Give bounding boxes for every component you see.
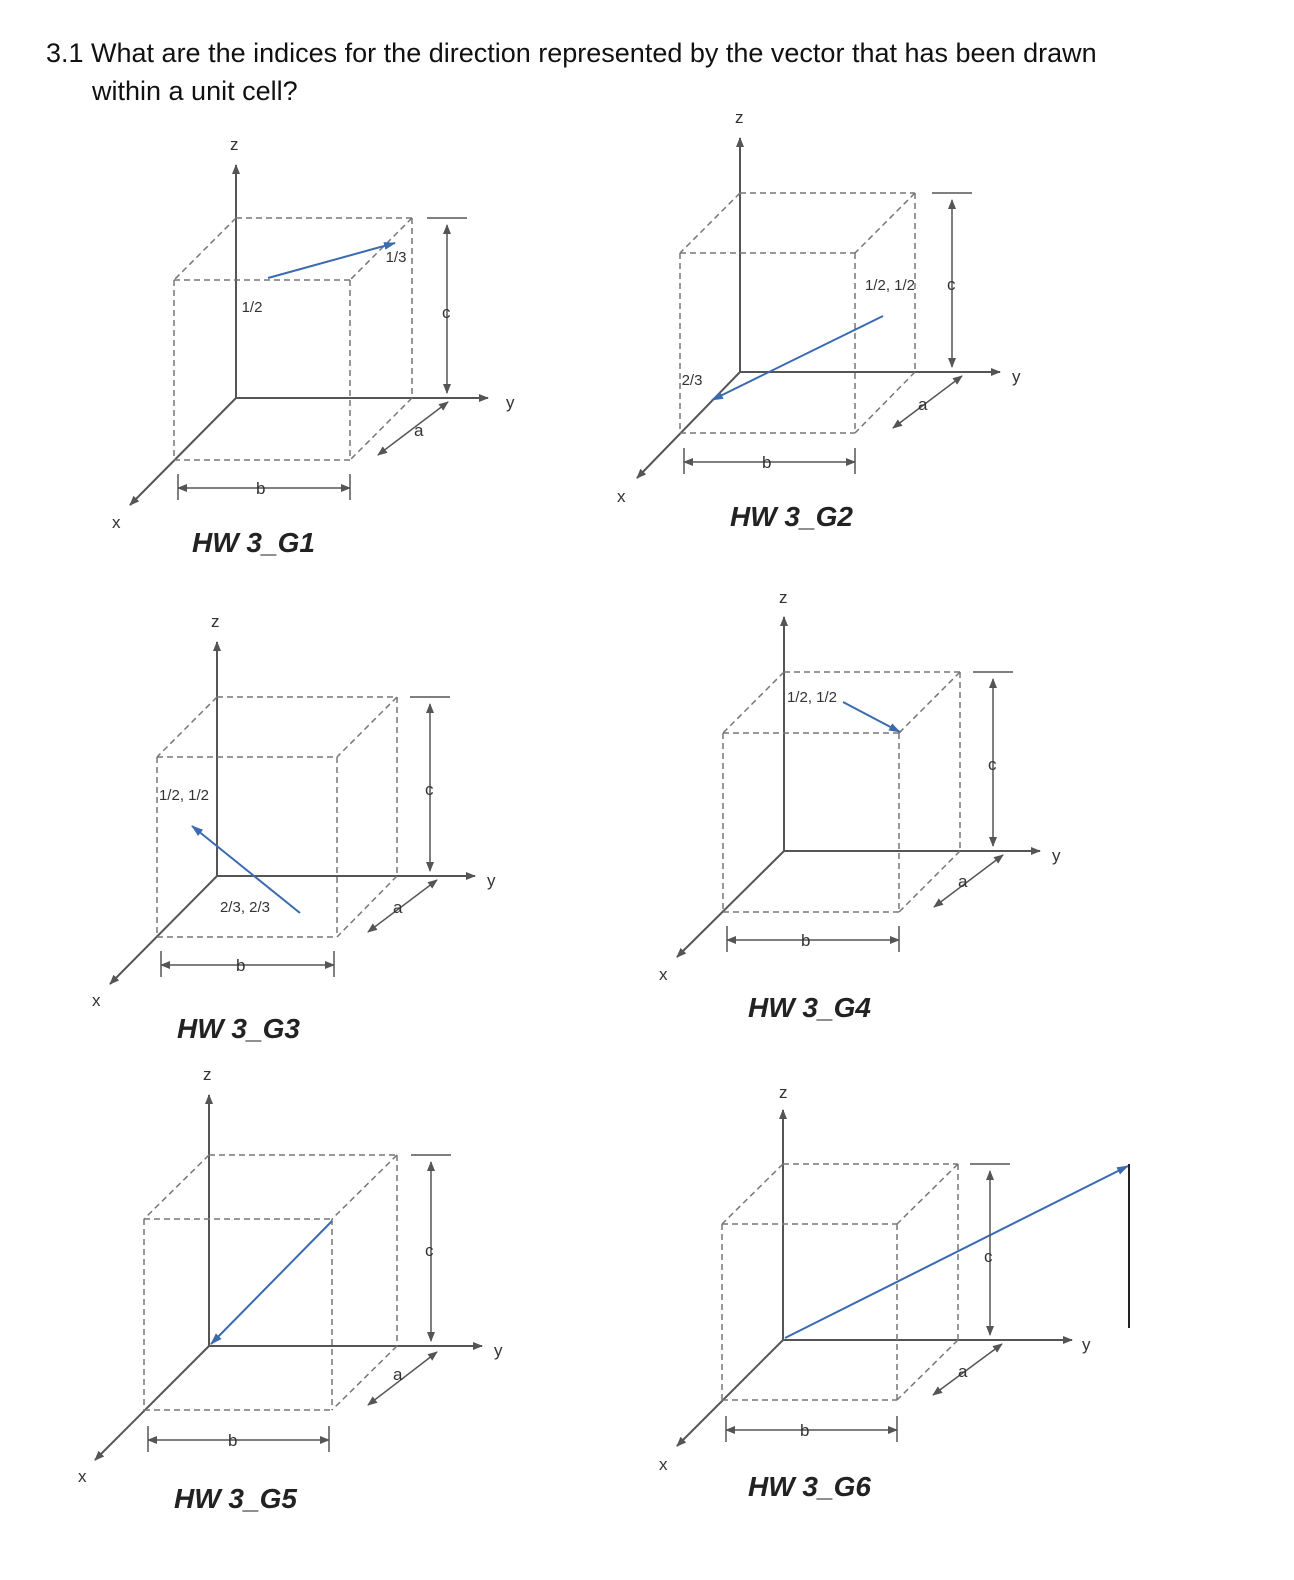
figure-title: HW 3_G4	[748, 992, 871, 1023]
c-label: c	[425, 780, 434, 799]
fraction-label: 2/3, 2/3	[219, 899, 271, 916]
fraction-label: 1/2, 1/2	[786, 689, 838, 706]
y-label: y	[487, 871, 496, 890]
fraction-label: 1/3	[385, 249, 407, 266]
b-label: b	[762, 453, 772, 472]
direction-vector	[268, 243, 395, 278]
a-dimension	[933, 1344, 1002, 1395]
c-label: c	[442, 303, 451, 322]
fraction-label: 1/2, 1/2	[158, 787, 210, 804]
a-label: a	[414, 421, 424, 440]
x-axis	[677, 851, 784, 957]
y-label: y	[1012, 367, 1021, 386]
z-label: z	[203, 1065, 212, 1084]
z-label: z	[735, 108, 744, 127]
c-label: c	[947, 275, 956, 294]
figure-title: HW 3_G3	[177, 1013, 300, 1044]
question-line-2: within a unit cell?	[92, 76, 298, 106]
direction-vector	[843, 702, 900, 732]
a-dimension	[368, 880, 437, 932]
question-line-1: 3.1 What are the indices for the direction represented by the vector that has been drawn	[46, 38, 1097, 68]
z-label: z	[779, 588, 788, 607]
z-label: z	[230, 135, 239, 154]
direction-vector	[785, 1166, 1128, 1338]
x-label: x	[659, 1455, 668, 1474]
figure-title: HW 3_G2	[730, 501, 853, 532]
b-label: b	[256, 479, 266, 498]
fraction-label: 1/2, 1/2	[864, 277, 916, 294]
b-label: b	[800, 1421, 810, 1440]
c-label: c	[988, 755, 997, 774]
a-label: a	[393, 1365, 403, 1384]
x-label: x	[78, 1467, 87, 1486]
figure-title: HW 3_G6	[748, 1471, 871, 1502]
figure-g5	[78, 1065, 503, 1514]
c-label: c	[425, 1241, 434, 1260]
y-label: y	[1082, 1335, 1091, 1354]
figure-g1	[112, 135, 515, 558]
b-label: b	[236, 956, 246, 975]
fraction-label: 2/3	[681, 372, 703, 389]
x-axis	[95, 1346, 209, 1460]
a-label: a	[958, 872, 968, 891]
direction-vector	[712, 316, 883, 400]
figure-g4	[659, 588, 1061, 1023]
y-label: y	[1052, 846, 1061, 865]
fraction-label: 1/2	[241, 299, 263, 316]
figure-g3	[92, 612, 496, 1044]
direction-vector	[211, 1221, 332, 1344]
a-dimension	[378, 402, 448, 455]
a-dimension	[934, 855, 1003, 907]
x-label: x	[112, 513, 121, 532]
a-dimension	[893, 376, 962, 428]
figure-g6	[659, 1083, 1129, 1502]
z-label: z	[779, 1083, 788, 1102]
b-label: b	[801, 931, 811, 950]
figure-g2	[617, 108, 1021, 532]
figure-title: HW 3_G1	[192, 527, 315, 558]
x-label: x	[92, 991, 101, 1010]
x-axis	[130, 398, 236, 505]
a-label: a	[958, 1362, 968, 1381]
a-label: a	[918, 395, 928, 414]
figure-title: HW 3_G5	[174, 1483, 297, 1514]
x-label: x	[659, 965, 668, 984]
b-label: b	[228, 1431, 238, 1450]
x-axis	[110, 876, 217, 984]
y-label: y	[506, 393, 515, 412]
a-dimension	[368, 1352, 437, 1405]
y-label: y	[494, 1341, 503, 1360]
z-label: z	[211, 612, 220, 631]
x-label: x	[617, 487, 626, 506]
a-label: a	[393, 898, 403, 917]
c-label: c	[984, 1247, 993, 1266]
